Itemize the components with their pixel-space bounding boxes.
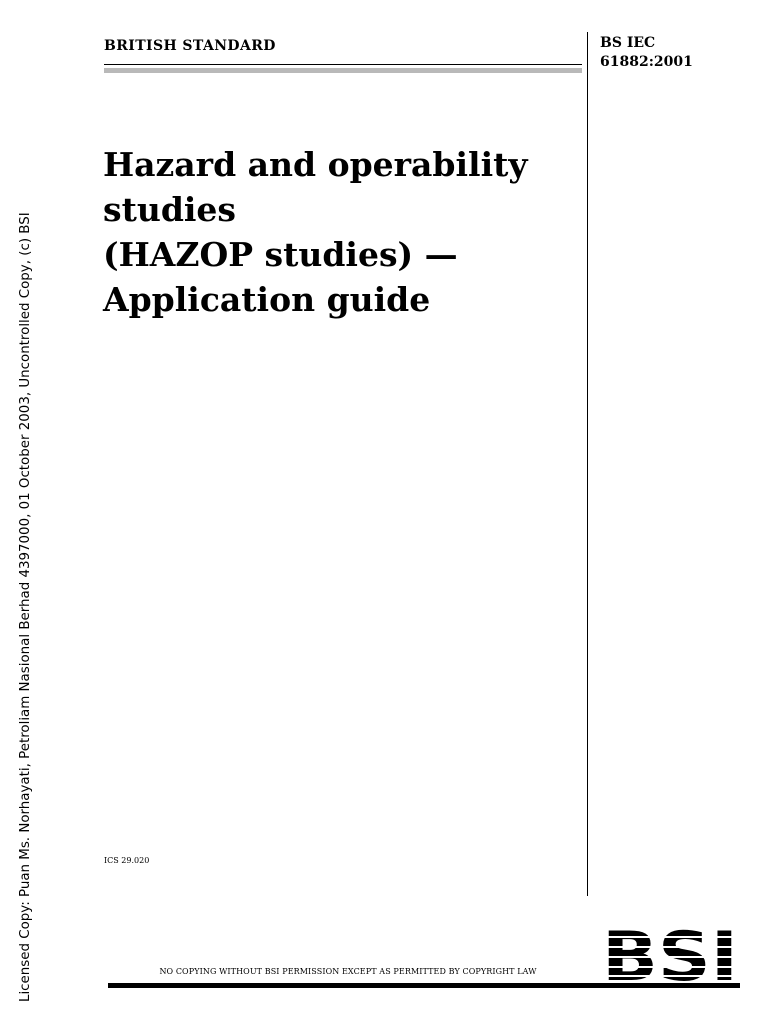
- footer-rule: [108, 983, 740, 988]
- copyright-notice: NO COPYING WITHOUT BSI PERMISSION EXCEPT AS PERMITTED BY COPYRIGHT LAW: [159, 967, 537, 976]
- vertical-divider: [587, 32, 588, 896]
- standard-number-line1: BS IEC: [600, 35, 656, 51]
- standard-number: [600, 34, 693, 72]
- document-title: [103, 142, 583, 322]
- standard-number-line2: 61882:2001: [600, 54, 693, 70]
- title-line-3: (HAZOP studies) —: [103, 235, 458, 274]
- standard-type-label: BRITISH STANDARD: [104, 38, 276, 54]
- title-line-2: studies: [103, 190, 236, 229]
- title-line-4: Application guide: [103, 280, 431, 319]
- bsi-logo: [602, 929, 740, 981]
- license-side-note: Licensed Copy: Puan Ms. Norhayati, Petroliam Nasional Berhad 4397000, 01 October 2003, Uncontrolled Copy, (c) BSI: [18, 212, 33, 1002]
- header-rule-thick: [104, 68, 582, 73]
- title-line-1: Hazard and operability: [103, 145, 528, 184]
- ics-code: ICS 29.020: [104, 856, 150, 865]
- header-rule-thin: [104, 64, 582, 65]
